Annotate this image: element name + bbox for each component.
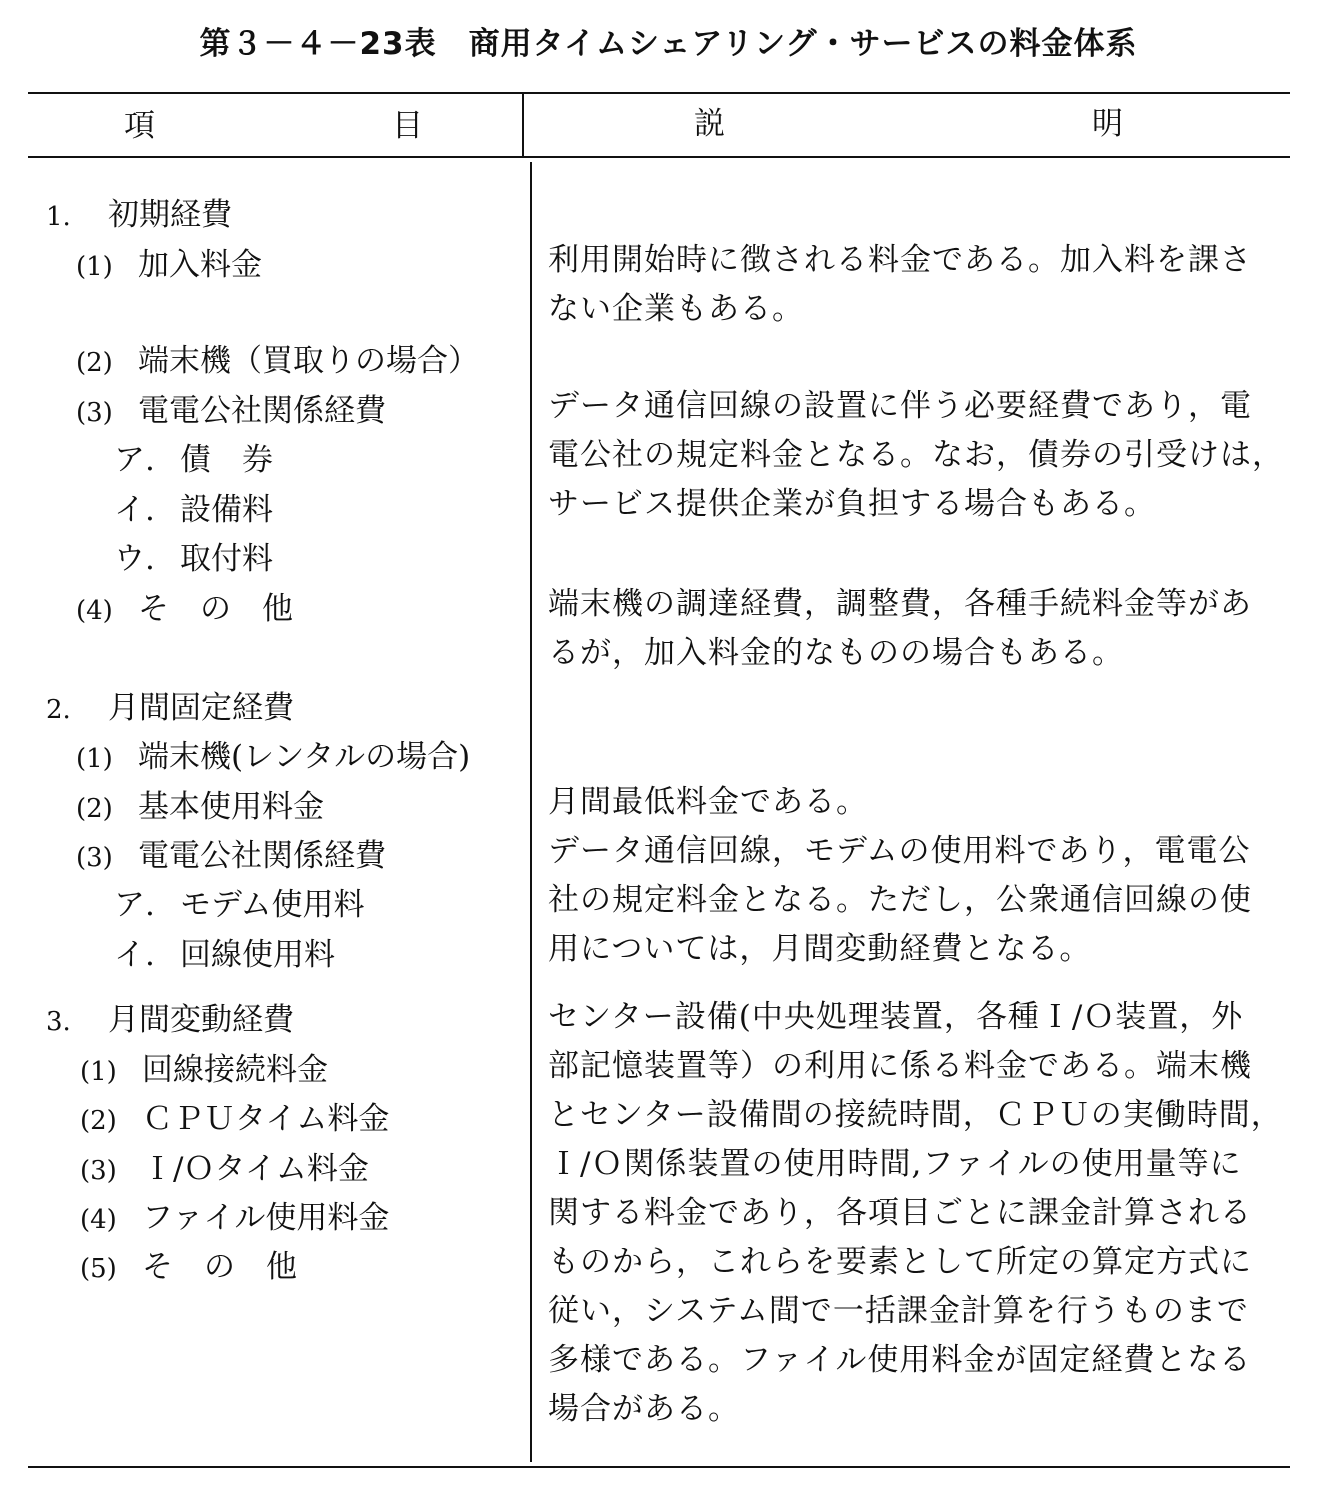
description-line: 電公社の規定料金となる。なお，債券の引受けは， <box>548 437 1284 473</box>
item-number: (2) <box>80 1106 117 1136</box>
item-number: (3) <box>80 1156 117 1186</box>
item-number: ア. <box>114 887 155 923</box>
item-number: (4) <box>80 1205 117 1235</box>
item-number: ウ. <box>114 541 155 577</box>
item-1-3 <box>76 391 386 433</box>
item-number: 3. <box>46 1007 71 1037</box>
item-label: ファイル使用料金 <box>142 1200 390 1236</box>
header-bottom-rule <box>28 156 1290 158</box>
description-basic-fee <box>548 778 1288 827</box>
description-line: データ通信回線の設置に伴う必要経費であり，電 <box>548 388 1252 424</box>
item-number: (2) <box>76 348 113 378</box>
item-label: 端末機（買取りの場合） <box>138 343 479 379</box>
item-number: (1) <box>76 252 113 282</box>
item-number: (3) <box>76 843 113 873</box>
item-3-1 <box>80 1050 328 1092</box>
description-line: とセンター設備間の接続時間，ＣＰＵの実働時間， <box>548 1097 1283 1133</box>
item-label: 月間変動経費 <box>108 1002 294 1038</box>
table-bottom-rule <box>28 1466 1290 1468</box>
description-line: ない企業もある。 <box>548 291 804 327</box>
item-number: (5) <box>80 1254 117 1284</box>
item-1-3-a <box>114 440 273 480</box>
item-1-3-u <box>114 539 273 579</box>
item-label: 加入料金 <box>138 247 262 283</box>
description-other-initial <box>548 580 1288 678</box>
item-3-3 <box>80 1149 369 1191</box>
item-1-2 <box>76 341 479 383</box>
description-line: 部記憶装置等）の利用に係る料金である。端末機 <box>548 1048 1252 1084</box>
item-label: 端末機(レンタルの場合) <box>138 739 471 775</box>
description-line: Ｉ/Ｏ関係装置の使用時間,ファイルの使用量等に <box>548 1146 1242 1182</box>
description-line: データ通信回線，モデムの使用料であり，電電公 <box>548 833 1251 869</box>
description-telecom-initial <box>548 382 1288 529</box>
description-line: 関する料金であり，各項目ごとに課金計算される <box>548 1195 1252 1231</box>
item-3-5 <box>80 1247 297 1289</box>
description-line: 月間最低料金である。 <box>548 784 868 820</box>
item-section-3 <box>46 1000 294 1042</box>
item-label: 回線接続料金 <box>142 1052 328 1088</box>
item-number: (1) <box>76 744 113 774</box>
item-2-3-i <box>114 935 335 975</box>
description-line: 場合がある。 <box>548 1391 740 1427</box>
description-line: 端末機の調達経費，調整費，各種手続料金等があ <box>548 586 1252 622</box>
item-label: 取付料 <box>180 541 273 577</box>
description-line: 用については，月間変動経費となる。 <box>548 931 1092 967</box>
item-label: 初期経費 <box>108 197 232 233</box>
item-label: 回線使用料 <box>180 937 335 973</box>
table-title: 第３－４－23表 商用タイムシェアリング・サービスの料金体系 <box>199 26 1138 62</box>
header-desc-col-char1: 説 <box>694 106 725 142</box>
item-label: モデム使用料 <box>180 887 365 923</box>
description-telecom-monthly <box>548 827 1288 974</box>
item-label: 設備料 <box>180 492 273 528</box>
item-2-3 <box>76 836 386 878</box>
table-top-rule <box>28 92 1290 94</box>
item-label: 電電公社関係経費 <box>138 393 386 429</box>
item-1-4 <box>76 589 293 631</box>
item-section-2 <box>46 688 294 730</box>
header-item-col-char1: 項 <box>124 108 155 144</box>
description-line: ものから，これらを要素として所定の算定方式に <box>548 1244 1252 1280</box>
item-label: 債 券 <box>180 442 273 478</box>
item-number: (3) <box>76 398 113 428</box>
description-line: 利用開始時に徴される料金である。加入料を課さ <box>548 242 1252 278</box>
item-label: 基本使用料金 <box>138 789 324 825</box>
description-line: サービス提供企業が負担する場合もある。 <box>548 486 1156 522</box>
description-line: 従い，システム間で一括課金計算を行うものまで <box>548 1293 1249 1329</box>
item-1-1 <box>76 245 262 287</box>
item-label: そ の 他 <box>138 591 293 627</box>
item-number: (2) <box>76 794 113 824</box>
header-item-col-char2: 目 <box>392 108 423 144</box>
item-number: イ. <box>114 937 155 973</box>
description-line: センター設備(中央処理装置，各種Ｉ/Ｏ装置，外 <box>548 999 1244 1035</box>
description-line: 多様である。ファイル使用料金が固定経費となる <box>548 1342 1252 1378</box>
description-line: るが，加入料金的なものの場合もある。 <box>548 635 1124 671</box>
item-number: 2. <box>46 695 71 725</box>
description-initial-fee <box>548 236 1288 334</box>
item-2-1 <box>76 737 470 779</box>
item-2-2 <box>76 787 324 829</box>
item-number: ア. <box>114 442 155 478</box>
item-2-3-a <box>114 885 364 925</box>
description-line: 社の規定料金となる。ただし，公衆通信回線の使 <box>548 882 1252 918</box>
header-column-divider <box>522 92 524 156</box>
item-number: イ. <box>114 492 155 528</box>
item-label: Ｉ/Ｏタイム料金 <box>142 1151 369 1187</box>
item-number: (1) <box>80 1057 117 1087</box>
item-3-2 <box>80 1099 389 1141</box>
body-column-divider <box>530 162 532 1462</box>
item-1-3-i <box>114 490 273 530</box>
item-label: 月間固定経費 <box>108 690 294 726</box>
item-label: ＣＰＵタイム料金 <box>142 1101 390 1137</box>
item-number: 1. <box>46 202 71 232</box>
item-section-1 <box>46 195 232 237</box>
header-desc-col-char2: 明 <box>1092 106 1123 142</box>
item-label: そ の 他 <box>142 1249 297 1285</box>
item-3-4 <box>80 1198 389 1240</box>
item-label: 電電公社関係経費 <box>138 838 386 874</box>
description-variable-fees <box>548 993 1288 1434</box>
item-number: (4) <box>76 596 113 626</box>
